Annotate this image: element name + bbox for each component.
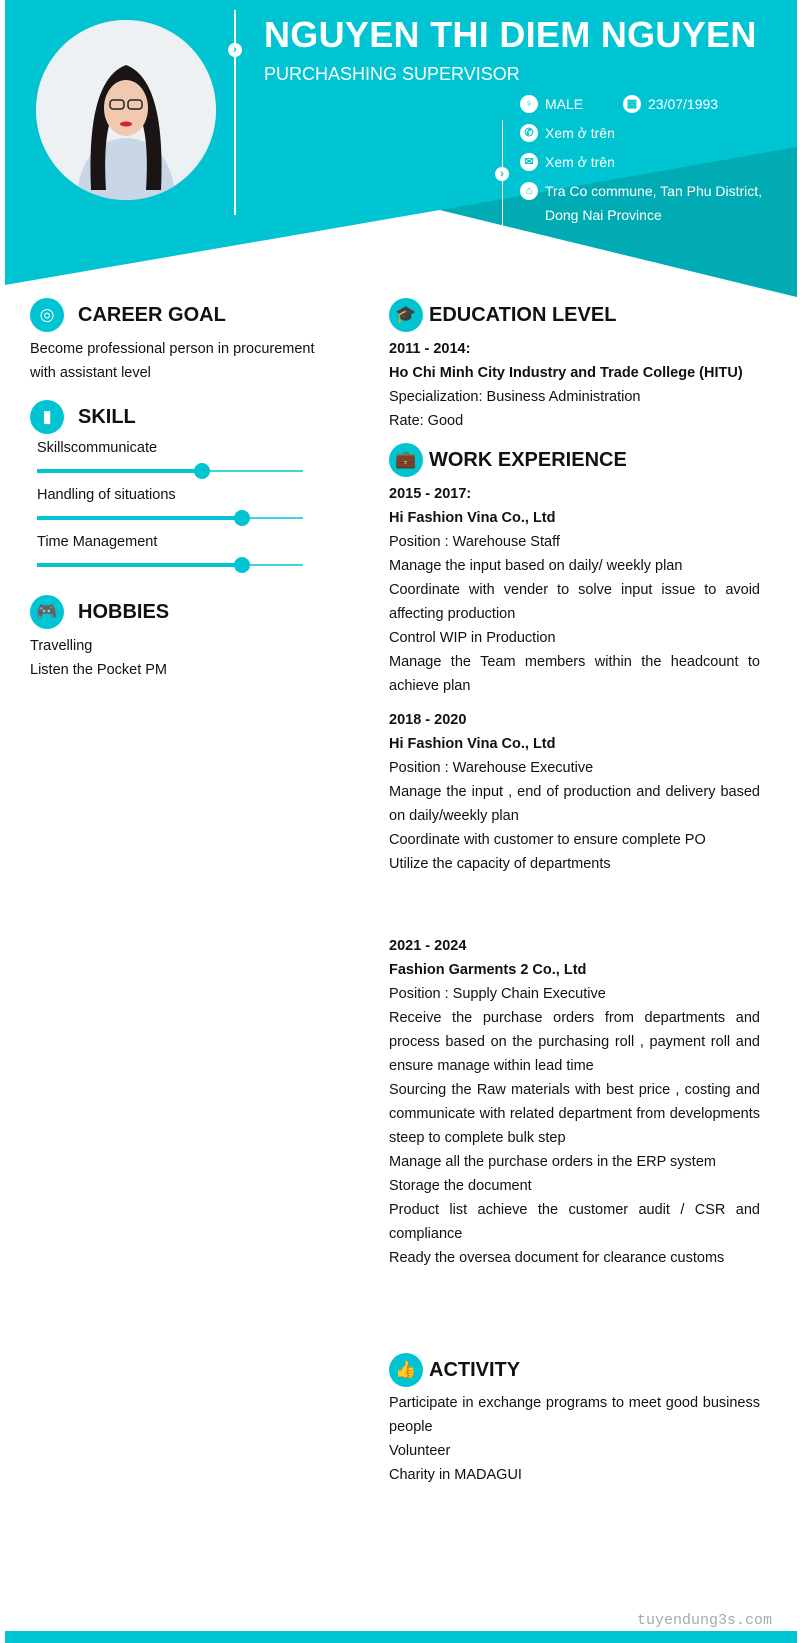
email-icon: ✉	[520, 153, 538, 171]
education-school: Ho Chi Minh City Industry and Trade College (HITU)	[389, 365, 743, 381]
skill-label: Skillscommunicate	[37, 440, 158, 456]
avatar	[36, 20, 216, 200]
skill-bar-knob	[234, 557, 250, 573]
activity-heading	[389, 1353, 520, 1387]
address-row-2	[545, 207, 662, 223]
phone-icon: ✆	[520, 124, 538, 142]
bar-chart-icon: ▮	[30, 400, 64, 434]
text-line: Become professional person in procurement	[30, 341, 315, 357]
gender-icon: ♀	[520, 95, 538, 113]
activity-text	[389, 1391, 760, 1487]
work-heading	[389, 443, 627, 477]
skill-bar-fill	[37, 469, 202, 473]
job-company: Hi Fashion Vina Co., Ltd	[389, 736, 556, 752]
target-icon: ◎	[30, 298, 64, 332]
section-title: EDUCATION LEVEL	[429, 303, 617, 326]
hobbies-heading	[30, 595, 169, 629]
text-line: Product list achieve the customer audit / CSR and compliance	[389, 1202, 760, 1242]
home-icon: ⌂	[520, 182, 538, 200]
text-line: Ready the oversea document for clearance customs	[389, 1250, 725, 1266]
job-period: 2021 - 2024	[389, 938, 467, 954]
education-text	[389, 337, 760, 433]
text-line: Position : Supply Chain Executive	[389, 986, 606, 1002]
section-title: CAREER GOAL	[78, 303, 226, 326]
text-line: Storage the document	[389, 1178, 532, 1194]
job-title: PURCHASHING SUPERVISOR	[264, 64, 520, 84]
text-line: Receive the purchase orders from departments and process based on the purchasing roll , payment roll and ensure manage within lead time	[389, 1010, 760, 1074]
phone-value: Xem ở trên	[545, 125, 615, 141]
text-line: Participate in exchange programs to meet good business people	[389, 1395, 760, 1435]
text-line: Travelling	[30, 638, 93, 654]
address-line2: Dong Nai Province	[545, 207, 662, 223]
job-company: Hi Fashion Vina Co., Ltd	[389, 510, 556, 526]
birthdate-row	[623, 95, 718, 113]
career-goal-heading	[30, 298, 226, 332]
text-line: Charity in MADAGUI	[389, 1467, 522, 1483]
chevron-right-icon: ›	[228, 43, 242, 57]
text-line: with assistant level	[30, 365, 151, 381]
skill-bar-fill	[37, 563, 242, 567]
text-line: Position : Warehouse Staff	[389, 534, 560, 550]
career-goal-text	[30, 337, 315, 385]
education-heading	[389, 298, 616, 332]
text-line: Manage the Team members within the headcount to achieve plan	[389, 654, 760, 694]
gamepad-icon: 🎮	[30, 595, 64, 629]
skill-heading	[30, 400, 136, 434]
text-line: Rate: Good	[389, 413, 464, 429]
job-period: 2015 - 2017:	[389, 486, 472, 502]
thumbs-up-icon: 👍	[389, 1353, 423, 1387]
text-line: Coordinate with customer to ensure complete PO	[389, 832, 706, 848]
birthdate-value: 23/07/1993	[648, 96, 719, 112]
section-title: SKILL	[78, 405, 136, 428]
skill-bar	[37, 564, 303, 566]
email-value: Xem ở trên	[545, 154, 615, 170]
text-line: Volunteer	[389, 1443, 451, 1459]
education-period: 2011 - 2014:	[389, 341, 471, 357]
section-title: WORK EXPERIENCE	[429, 448, 627, 471]
text-line: Manage all the purchase orders in the ERP system	[389, 1154, 716, 1170]
header-divider	[234, 10, 236, 215]
text-line: Utilize the capacity of departments	[389, 856, 611, 872]
skill-bar	[37, 517, 303, 519]
address-row	[520, 182, 762, 200]
chevron-right-icon: ›	[495, 167, 509, 181]
job-entry	[389, 708, 760, 876]
section-title: HOBBIES	[78, 600, 170, 623]
skill-bar-knob	[194, 463, 210, 479]
text-line: Manage the input based on daily/ weekly plan	[389, 558, 683, 574]
address-line1: Tra Co commune, Tan Phu District,	[545, 183, 763, 199]
phone-row	[520, 124, 615, 142]
job-entry	[389, 482, 760, 698]
graduation-cap-icon: 🎓	[389, 298, 423, 332]
footer-bar	[5, 1631, 797, 1643]
job-period: 2018 - 2020	[389, 712, 467, 728]
skill-bar	[37, 470, 303, 472]
skill-bar-fill	[37, 516, 242, 520]
text-line: Position : Warehouse Executive	[389, 760, 594, 776]
job-company: Fashion Garments 2 Co., Ltd	[389, 962, 587, 978]
skill-bar-knob	[234, 510, 250, 526]
text-line: Listen the Pocket PM	[30, 662, 168, 678]
gender-value: MALE	[545, 96, 584, 112]
calendar-icon: ▦	[623, 95, 641, 113]
text-line: Sourcing the Raw materials with best price , costing and communicate with related department from developments steep to complete bulk step	[389, 1082, 760, 1146]
skill-label: Handling of situations	[37, 487, 176, 503]
text-line: Control WIP in Production	[389, 630, 556, 646]
email-row	[520, 153, 615, 171]
gender-row	[520, 95, 583, 113]
job-entry	[389, 934, 760, 1270]
candidate-name: NGUYEN THI DIEM NGUYEN	[264, 14, 757, 55]
briefcase-icon: 💼	[389, 443, 423, 477]
section-title: ACTIVITY	[429, 1358, 521, 1381]
text-line: Manage the input , end of production and delivery based on daily/weekly plan	[389, 784, 760, 824]
text-line: Specialization: Business Administration	[389, 389, 641, 405]
hobbies-text	[30, 634, 315, 682]
watermark: tuyendung3s.com	[636, 1612, 772, 1629]
text-line: Coordinate with vender to solve input issue to avoid affecting production	[389, 582, 760, 622]
skill-label: Time Management	[37, 534, 158, 550]
